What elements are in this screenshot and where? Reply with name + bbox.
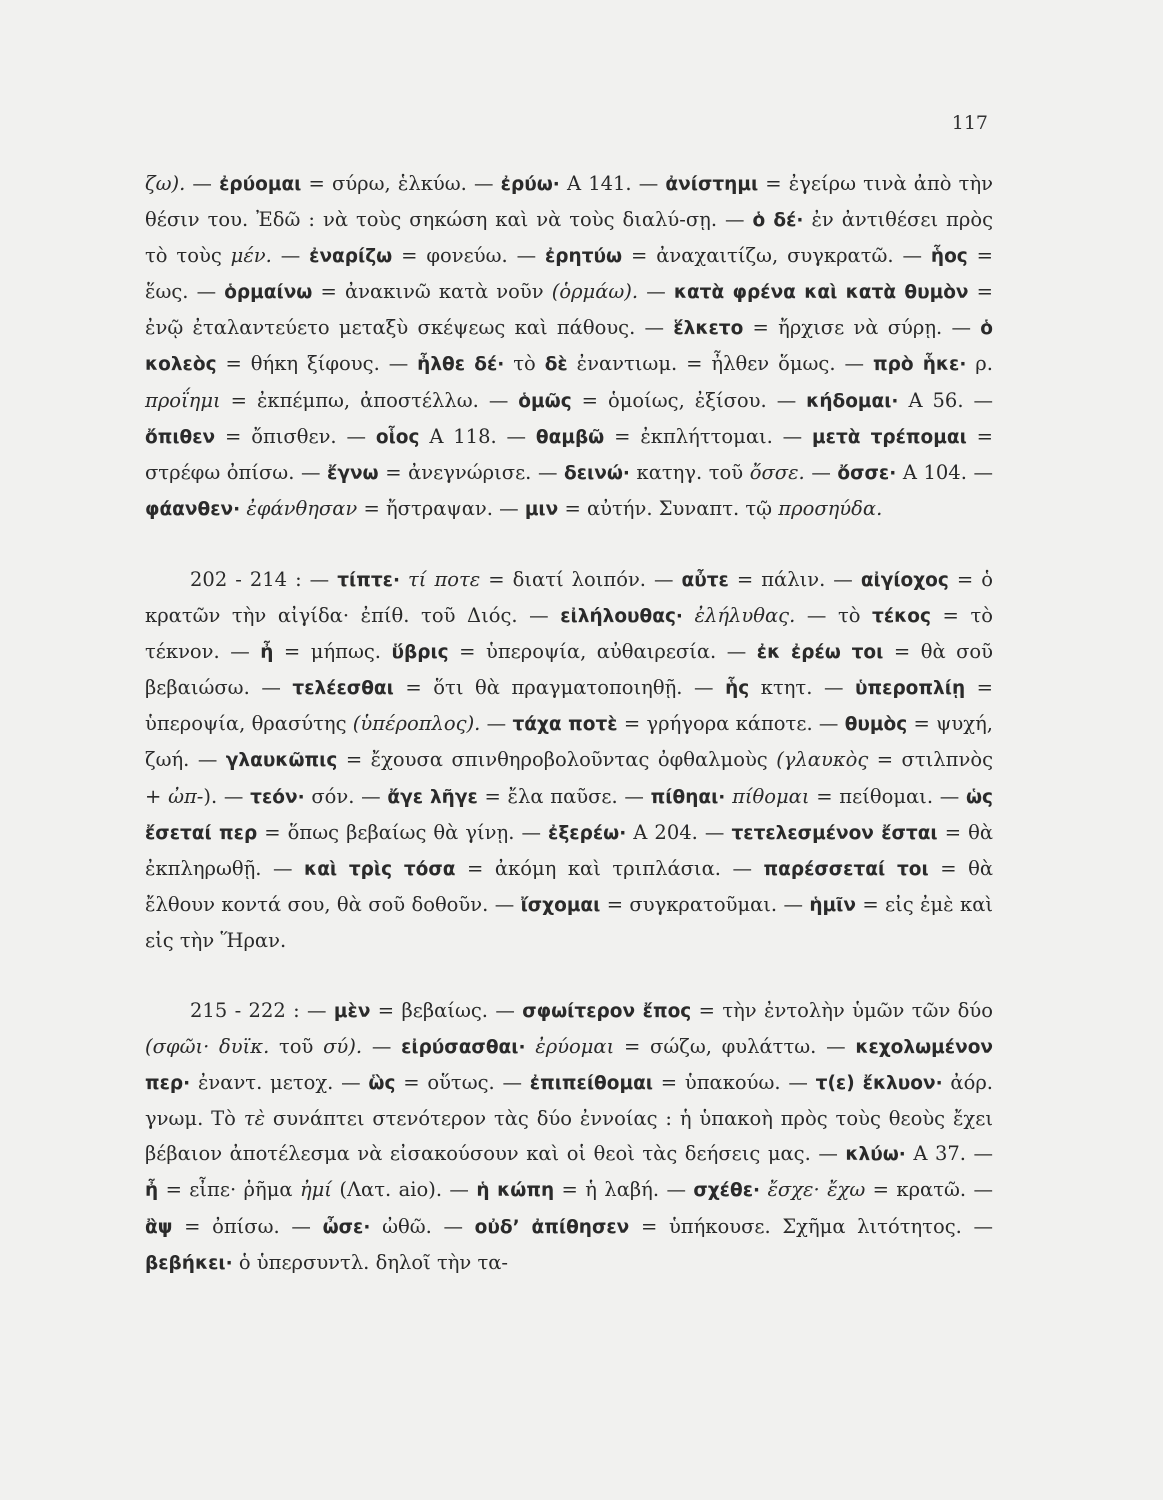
gloss-text: Α 56. — <box>898 388 993 412</box>
gloss-text: ὁ ὑπερσυντλ. δηλοῖ τὴν τα- <box>232 1250 509 1274</box>
gloss-text: = οὕτως. — <box>395 1071 530 1095</box>
headword: κήδομαι· <box>806 390 899 412</box>
headword: δὲ <box>544 354 568 376</box>
headword: πίθηαι· <box>650 786 726 808</box>
gloss-text: = ὀπίσω. — <box>172 1214 323 1238</box>
gloss-text: ρ. <box>966 352 993 376</box>
gloss-text: = ἀνεγνώρισε. — <box>378 460 565 484</box>
gloss-text: = ὅτι θὰ πραγματοποιηθῇ. — <box>393 676 726 700</box>
italic-text: (σφῶι· δυϊκ. <box>145 1035 270 1059</box>
gloss-text: = βεβαίως. — <box>370 998 523 1022</box>
italic-text: ὄσσε. <box>749 460 805 484</box>
gloss-text: = στρέφω ὀπίσω. — <box>145 424 993 484</box>
gloss-text: — <box>480 712 513 736</box>
gloss-text: = θὰ σοῦ βεβαιώσω. — <box>145 640 994 700</box>
italic-text: ἐφάνθησαν <box>246 496 358 520</box>
gloss-text: ἐναντιωμ. = ἦλθεν ὅμως. — <box>567 352 873 376</box>
gloss-text: = γρήγορα κάποτε. — <box>617 712 845 736</box>
headword: ὄσσε· <box>837 462 897 484</box>
headword: ἡμῖν <box>809 894 856 916</box>
gloss-text: Α 204. — <box>626 820 732 844</box>
italic-text: προσηύδα. <box>778 496 883 520</box>
commentary-text <box>145 166 993 1316</box>
gloss-text: ὠθῶ. — <box>370 1214 475 1238</box>
gloss-text: ). — <box>203 784 251 808</box>
gloss-text: τοῦ <box>269 1035 324 1059</box>
headword: ὄπιθεν <box>145 426 216 448</box>
gloss-text: = μήπως. <box>273 640 392 664</box>
headword: μὲν <box>333 1000 371 1022</box>
gloss-text: ἀόρ. γνωμ. Τὸ <box>145 1071 993 1131</box>
headword: καὶ τρὶς τόσα <box>304 858 456 880</box>
headword: τάχα ποτὲ <box>512 714 618 736</box>
gloss-text: = ὑπακούω. — <box>653 1071 816 1095</box>
headword: ὑπεροπλίῃ <box>855 678 966 700</box>
headword: παρέσσεταί τοι <box>763 858 929 880</box>
headword: ὕβρις <box>391 642 449 664</box>
gloss-text: κτητ. — <box>749 676 856 700</box>
gloss-text: σόν. — <box>304 784 388 808</box>
headword: τελέεσθαι <box>292 678 394 700</box>
gloss-text: ἐναντ. μετοχ. — <box>190 1071 369 1095</box>
gloss-text: = εἰς ἐμὲ καὶ εἰς τὴν Ἥραν. <box>145 892 994 952</box>
gloss-text: = πάλιν. — <box>728 567 861 591</box>
headword: ἕλκετο <box>673 318 744 340</box>
headword: αὖτε <box>681 569 729 591</box>
gloss-text <box>683 604 695 627</box>
gloss-text: — <box>185 172 220 195</box>
headword: γλαυκῶπις <box>225 750 338 772</box>
headword: ὡς ἔσεταί περ <box>145 786 994 844</box>
gloss-text: = τὸ τέκνον. — <box>145 604 993 664</box>
gloss-text: = σύρω, ἑλκύω. — <box>301 172 501 195</box>
headword: ὣς <box>368 1073 396 1095</box>
headword: τετελεσμένον ἔσται <box>731 822 938 844</box>
italic-text: (ὑπέροπλος). <box>352 712 481 736</box>
page-number: 117 <box>951 112 988 134</box>
gloss-text: = ὑπεροψία, θρασύτης <box>145 676 994 736</box>
italic-text: σύ). <box>323 1035 363 1059</box>
gloss-text: — <box>362 1035 402 1059</box>
headword: ἐρητύω <box>545 246 623 268</box>
headword: ἀνίστημι <box>665 174 759 195</box>
headword: ἐρύομαι <box>219 174 302 195</box>
gloss-text: = ἐνῷ ἐταλαντεύετο μεταξὺ σκέψεως καὶ πάθους. — <box>145 280 993 340</box>
gloss-text: = ἤρχισε νὰ σύρῃ. — <box>743 316 981 340</box>
gloss-text: — <box>638 280 674 304</box>
headword: θαμβῶ <box>535 426 605 448</box>
gloss-text: = ψυχή, ζωή. — <box>145 712 993 772</box>
headword: οὐδ’ ἀπίθησεν <box>474 1216 630 1238</box>
headword: ἂψ <box>145 1216 173 1238</box>
headword: μιν <box>524 498 559 520</box>
gloss-text: = συγκρατοῦμαι. — <box>600 892 810 916</box>
italic-text: (γλαυκὸς <box>776 748 869 772</box>
headword: ἧος <box>930 246 968 268</box>
gloss-text: — <box>804 460 838 484</box>
headword: κατὰ φρένα καὶ κατὰ θυμὸν <box>673 282 969 304</box>
gloss-text: (Λατ. aio). — <box>331 1178 477 1202</box>
headword: ἐκ ἐρέω τοι <box>756 642 884 664</box>
gloss-text: = διατί λοιπόν. — <box>480 567 682 591</box>
headword: φάανθεν· <box>145 498 241 520</box>
gloss-text: — τὸ <box>795 604 873 628</box>
headword: ἐρύω· <box>500 174 560 195</box>
headword: εἰλήλουθας· <box>560 606 683 628</box>
headword: ἦ <box>260 642 274 664</box>
paragraph <box>145 993 993 1281</box>
gloss-text: = ὁ κρατῶν τὴν αἰγίδα· ἐπίθ. τοῦ Διός. — <box>145 567 993 628</box>
gloss-text <box>400 568 408 591</box>
gloss-text: = ἔλα παῦσε. — <box>477 784 651 808</box>
italic-text: τὲ <box>243 1107 266 1131</box>
italic-text: προΐημι <box>145 388 221 412</box>
gloss-text: = ἀναχαιτίζω, συγκρατῶ. — <box>622 244 931 268</box>
gloss-text: = ἕως. — <box>145 244 994 304</box>
gloss-text: = κρατῶ. — <box>865 1178 994 1202</box>
gloss-text: = ἐγείρω τινὰ ἀπὸ τὴν θέσιν του. Ἐδῶ : νὰ τοὺς σηκώση καὶ νὰ τοὺς διαλύ-σῃ. — <box>145 172 993 232</box>
gloss-text: = ὑπεροψία, αὐθαιρεσία. — <box>448 640 757 664</box>
headword: τίπτε· <box>337 569 400 591</box>
headword: ἔγνω <box>327 462 379 484</box>
gloss-text: = ὄπισθεν. — <box>215 424 376 448</box>
headword: ὦσε· <box>322 1216 371 1238</box>
gloss-text: = θήκη ξίφους. — <box>216 352 418 376</box>
headword: ὁμῶς <box>518 390 572 412</box>
gloss-text: Α 118. — <box>419 424 536 448</box>
gloss-text: = ὅπως βεβαίως θὰ γίνῃ. — <box>257 820 549 844</box>
headword: ἧς <box>725 678 750 700</box>
italic-text: ὠπ- <box>168 784 204 808</box>
headword: ἡ κώπη <box>476 1180 555 1202</box>
italic-text: τί ποτε <box>408 567 481 591</box>
gloss-text: ἐν ἀντιθέσει πρὸς τὸ τοὺς <box>145 208 993 268</box>
headword: ὁ δέ· <box>752 210 804 232</box>
gloss-text: κατηγ. τοῦ <box>629 460 750 484</box>
italic-text: ἐλήλυθας. <box>694 604 796 628</box>
gloss-text: = εἶπε· ῥῆμα <box>158 1178 300 1202</box>
gloss-text: = σώζω, φυλάττω. — <box>614 1035 856 1059</box>
headword: τεόν· <box>250 786 305 808</box>
gloss-text: = ὑπήκουσε. Σχῆμα λιτότητος. — <box>629 1214 994 1238</box>
italic-text: ἔσχε· ἔχω <box>767 1178 866 1202</box>
gloss-text: Α 104. — <box>896 460 993 484</box>
gloss-text: = τὴν ἐντολὴν ὑμῶν τῶν δύο <box>691 998 994 1022</box>
headword: δεινώ· <box>564 462 630 484</box>
headword: εἰρύσασθαι· <box>401 1037 526 1059</box>
headword: ὁ κολεὸς <box>145 318 993 376</box>
headword: σφωίτερον ἔπος <box>522 1000 692 1022</box>
headword: οἷος <box>375 426 420 448</box>
gloss-text: = ἀνακινῶ κατὰ νοῦν <box>312 280 552 304</box>
paragraph <box>145 562 993 958</box>
gloss-text: = θὰ ἔλθουν κοντά σου, θὰ σοῦ δοθοῦν. — <box>145 856 993 916</box>
gloss-text: = ὁμοίως, ἐξίσου. — <box>571 388 807 412</box>
headword: σχέθε· <box>693 1180 761 1202</box>
italic-text: ζω). <box>145 172 186 195</box>
headword: θυμὸς <box>844 714 908 736</box>
gloss-text: = ἀκόμη καὶ τριπλάσια. — <box>455 856 764 880</box>
gloss-text: = ἡ λαβή. — <box>554 1178 694 1202</box>
headword: ἄγε λῆγε <box>387 786 478 808</box>
gloss-text: συνάπτει στενότερον τὰς δύο ἐννοίας : ἡ ὑπακοὴ πρὸς τοὺς θεοὺς ἔχει βέβαιον ἀποτέλεσμα νὰ εἰσακούσουν καὶ οἱ θεοὶ τὰς δεήσεις μας. — <box>145 1107 993 1166</box>
headword: κεχολωμένον περ· <box>145 1037 994 1095</box>
gloss-text: 215 - 222 : — <box>190 998 334 1022</box>
headword: ἦλθε δέ· <box>417 354 505 376</box>
headword: βεβήκει· <box>145 1252 233 1274</box>
gloss-text: = στιλπνὸς + <box>145 748 993 808</box>
headword: ἦ <box>145 1180 159 1202</box>
headword: κλύω· <box>845 1144 906 1166</box>
gloss-text <box>526 1035 536 1058</box>
gloss-text: = ἤστραψαν. — <box>357 496 525 520</box>
gloss-text: — <box>271 244 310 268</box>
headword: τέκος <box>872 606 931 628</box>
gloss-text: = θὰ ἐκπληρωθῇ. — <box>145 820 994 880</box>
headword: τ(ε) ἔκλυον· <box>815 1073 943 1095</box>
gloss-text: = ἔχουσα σπινθηροβολοῦντας ὀφθαλμοὺς <box>337 748 777 772</box>
gloss-text: = ἐκπλήττομαι. — <box>604 424 813 448</box>
gloss-text: = ἐκπέμπω, ἀποστέλλω. — <box>220 388 519 412</box>
italic-text: ἐρύομαι <box>535 1035 615 1059</box>
gloss-text: Α 141. — <box>559 172 666 195</box>
headword: πρὸ ἧκε· <box>872 354 967 376</box>
headword: ἐναρίζω <box>309 246 393 268</box>
gloss-text: 202 - 214 : — <box>190 567 338 591</box>
italic-text: πίθομαι <box>732 784 810 808</box>
headword: ἐπιπείθομαι <box>529 1073 654 1095</box>
paragraph <box>145 166 993 527</box>
gloss-text: Α 37. — <box>905 1142 993 1166</box>
headword: ἐξερέω· <box>548 822 627 844</box>
gloss-text: τὸ <box>504 352 545 376</box>
headword: ἴσχομαι <box>520 894 601 916</box>
headword: αἰγίοχος <box>860 569 949 591</box>
italic-text: μέν. <box>230 244 272 268</box>
headword: ὁρμαίνω <box>224 282 313 304</box>
gloss-text: = αὐτήν. Συναπτ. τῷ <box>558 496 779 520</box>
italic-text: (ὁρμάω). <box>551 280 639 304</box>
gloss-text: = πείθομαι. — <box>809 784 966 808</box>
gloss-text: = φονεύω. — <box>392 244 545 268</box>
italic-text: ἠμί <box>299 1178 332 1202</box>
headword: μετὰ τρέπομαι <box>812 426 967 448</box>
